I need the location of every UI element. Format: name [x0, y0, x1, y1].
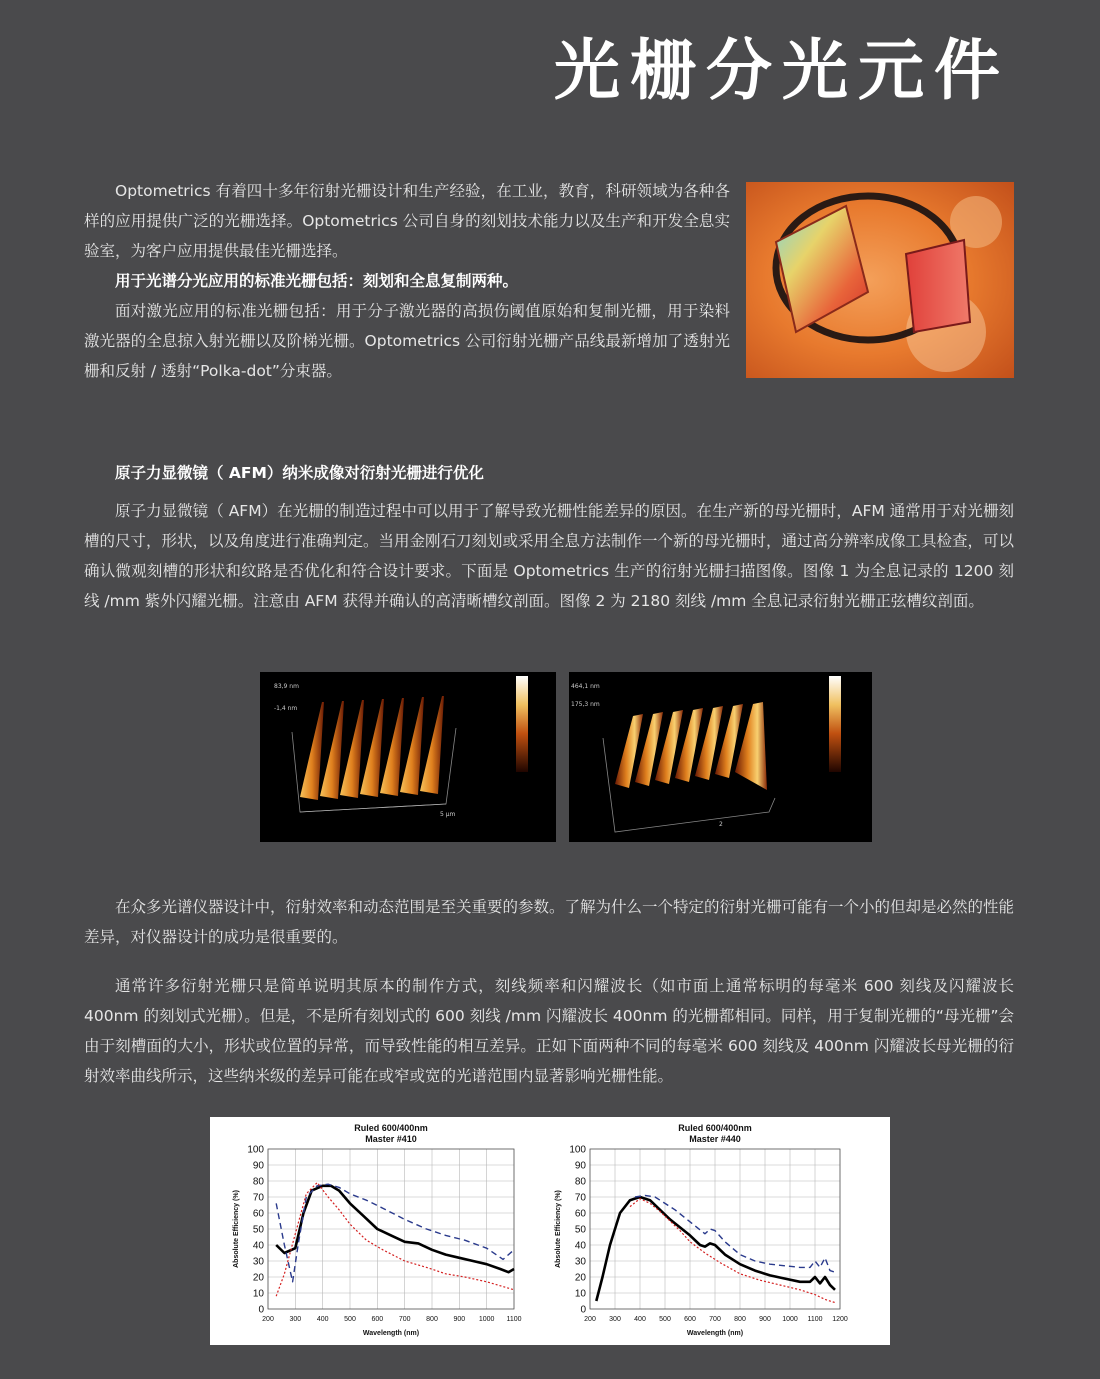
page-title: 光栅分光元件: [554, 32, 1010, 109]
y-tick-label: 20: [252, 1272, 264, 1284]
x-tick-label: 600: [684, 1316, 696, 1323]
y-tick-label: 30: [574, 1256, 586, 1268]
y-tick-label: 70: [574, 1192, 586, 1204]
efficiency-paragraph-2: 通常许多衍射光栅只是简单说明其原本的制作方式，刻线频率和闪耀波长（如市面上通常标明的每毫米 600 刻线及闪耀波长 400nm 的刻划式光栅）。但是，不是所有刻划式的 600 刻线 /mm 闪耀波长 400nm 的光栅都相同。同样，用于复制光栅的“母光栅”会由于刻槽面的大小，形状或位置的异常，而导致性能的相互差异。正如下面两种不同的每毫米 600 刻线及 400nm 闪耀波长母光栅的衍射效率曲线所示，这些纳米级的差异可能在或窄或宽的光谱范围内显著影响光栅性能。: [84, 977, 1014, 1085]
x-tick-label: 500: [344, 1316, 356, 1323]
y-tick-label: 40: [574, 1240, 586, 1252]
x-tick-label: 1000: [478, 1316, 495, 1323]
y-tick-label: 40: [252, 1240, 264, 1252]
grating-photo: [746, 182, 1014, 378]
y-tick-label: 0: [258, 1304, 264, 1316]
intro-paragraph-2: 面对激光应用的标准光栅包括：用于分子激光器的高损伤阈值原始和复制光栅，用于染料激光器的全息掠入射光栅以及阶梯光栅。Optometrics 公司衍射光栅产品线最新增加了透射光栅和反射 / 透射“Polka-dot”分束器。: [84, 302, 730, 380]
x-tick-label: 200: [262, 1316, 274, 1323]
chart-2: [555, 1123, 848, 1337]
y-tick-label: 10: [252, 1288, 264, 1300]
efficiency-paragraph-1: 在众多光谱仪器设计中，衍射效率和动态范围是至关重要的参数。了解为什么一个特定的衍射光栅可能有一个小的但却是必然的性能差异，对仪器设计的成功是很重要的。: [84, 898, 1015, 946]
x-axis-label: Wavelength (nm): [362, 1330, 420, 1337]
x-tick-label: 300: [609, 1316, 621, 1323]
afm-image-1: [260, 672, 556, 842]
afm2-second-label: 175,3 nm: [571, 701, 600, 708]
x-tick-label: 400: [316, 1316, 329, 1323]
x-tick-label: 800: [734, 1316, 746, 1323]
afm-paragraph: 原子力显微镜（ AFM）在光栅的制造过程中可以用于了解导致光栅性能差异的原因。在生产新的母光栅时，AFM 通常用于对光栅刻槽的尺寸，形状，以及角度进行准确判定。当用金刚石刀刻划或采用全息方法制作一个新的母光栅时，通过高分辨率成像工具检查，可以确认微观刻槽的形状和纹路是否优化和符合设计要求。下面是 Optometrics 生产的衍射光栅扫描图像。图像 1 为全息记录的 1200 刻线 /mm 紫外闪耀光栅。注意由 AFM 获得并确认的高清晰槽纹剖面。图像 2 为 2180 刻线 /mm 全息记录衍射光栅正弦槽纹剖面。: [84, 502, 1015, 610]
y-tick-label: 90: [252, 1160, 264, 1172]
x-tick-label: 1100: [807, 1316, 823, 1323]
chart-subtitle: Master #440: [689, 1134, 741, 1144]
afm2-top-label: 464,1 nm: [571, 683, 600, 690]
y-tick-label: 50: [252, 1224, 264, 1236]
afm2-axis-label: 2: [719, 821, 723, 828]
y-tick-label: 30: [252, 1256, 264, 1268]
chart-subtitle: Master #410: [365, 1134, 417, 1144]
chart-title: Ruled 600/400nm: [354, 1123, 428, 1133]
afm1-top-label: 83,9 nm: [274, 683, 299, 690]
afm-image-2: [569, 672, 872, 842]
x-tick-label: 800: [426, 1316, 438, 1323]
y-axis-label: Absolute Efficiency (%): [555, 1190, 562, 1268]
y-tick-label: 0: [580, 1304, 586, 1316]
x-tick-label: 900: [759, 1316, 771, 1323]
chart-1: [233, 1123, 522, 1337]
x-tick-label: 600: [371, 1316, 384, 1323]
x-tick-label: 700: [709, 1316, 721, 1323]
x-tick-label: 200: [584, 1316, 596, 1323]
y-tick-label: 90: [574, 1160, 586, 1172]
series-line-dashed: [276, 1184, 514, 1282]
series-line-dotted: [276, 1183, 514, 1297]
x-tick-label: 300: [289, 1316, 302, 1323]
y-tick-label: 80: [574, 1176, 586, 1188]
series-line-dotted: [630, 1199, 835, 1303]
afm1-axis-label: 5 µm: [440, 811, 456, 818]
y-tick-label: 20: [574, 1272, 586, 1284]
x-tick-label: 1100: [506, 1316, 522, 1323]
x-tick-label: 1200: [832, 1316, 848, 1323]
x-tick-label: 400: [634, 1316, 646, 1323]
x-tick-label: 1000: [782, 1316, 798, 1323]
afm1-second-label: -1,4 nm: [274, 705, 298, 712]
chart-title: Ruled 600/400nm: [678, 1123, 752, 1133]
intro-paragraph-1: Optometrics 有着四十多年衍射光栅设计和生产经验，在工业，教育，科研领域为各种各样的应用提供广泛的光栅选择。Optometrics 公司自身的刻划技术能力以及生产和开发全息实验室，为客户应用提供最佳光栅选择。: [84, 182, 730, 260]
efficiency-charts-svg: [210, 1117, 890, 1345]
x-tick-label: 500: [659, 1316, 671, 1323]
series-line-solid: [596, 1197, 835, 1301]
y-tick-label: 60: [252, 1208, 264, 1220]
x-tick-label: 700: [398, 1316, 411, 1323]
y-tick-label: 50: [574, 1224, 586, 1236]
y-tick-label: 100: [569, 1144, 586, 1156]
afm-heading: 原子力显微镜（ AFM）纳米成像对衍射光栅进行优化: [115, 464, 484, 482]
x-axis-label: Wavelength (nm): [686, 1330, 744, 1337]
y-tick-label: 60: [574, 1208, 586, 1220]
x-tick-label: 900: [453, 1316, 466, 1323]
y-tick-label: 70: [252, 1192, 264, 1204]
intro-heading: 用于光谱分光应用的标准光栅包括：刻划和全息复制两种。: [115, 272, 519, 290]
y-tick-label: 10: [574, 1288, 586, 1300]
y-tick-label: 80: [252, 1176, 264, 1188]
efficiency-charts: [210, 1117, 890, 1345]
y-tick-label: 100: [247, 1144, 264, 1156]
y-axis-label: Absolute Efficiency (%): [233, 1190, 240, 1268]
